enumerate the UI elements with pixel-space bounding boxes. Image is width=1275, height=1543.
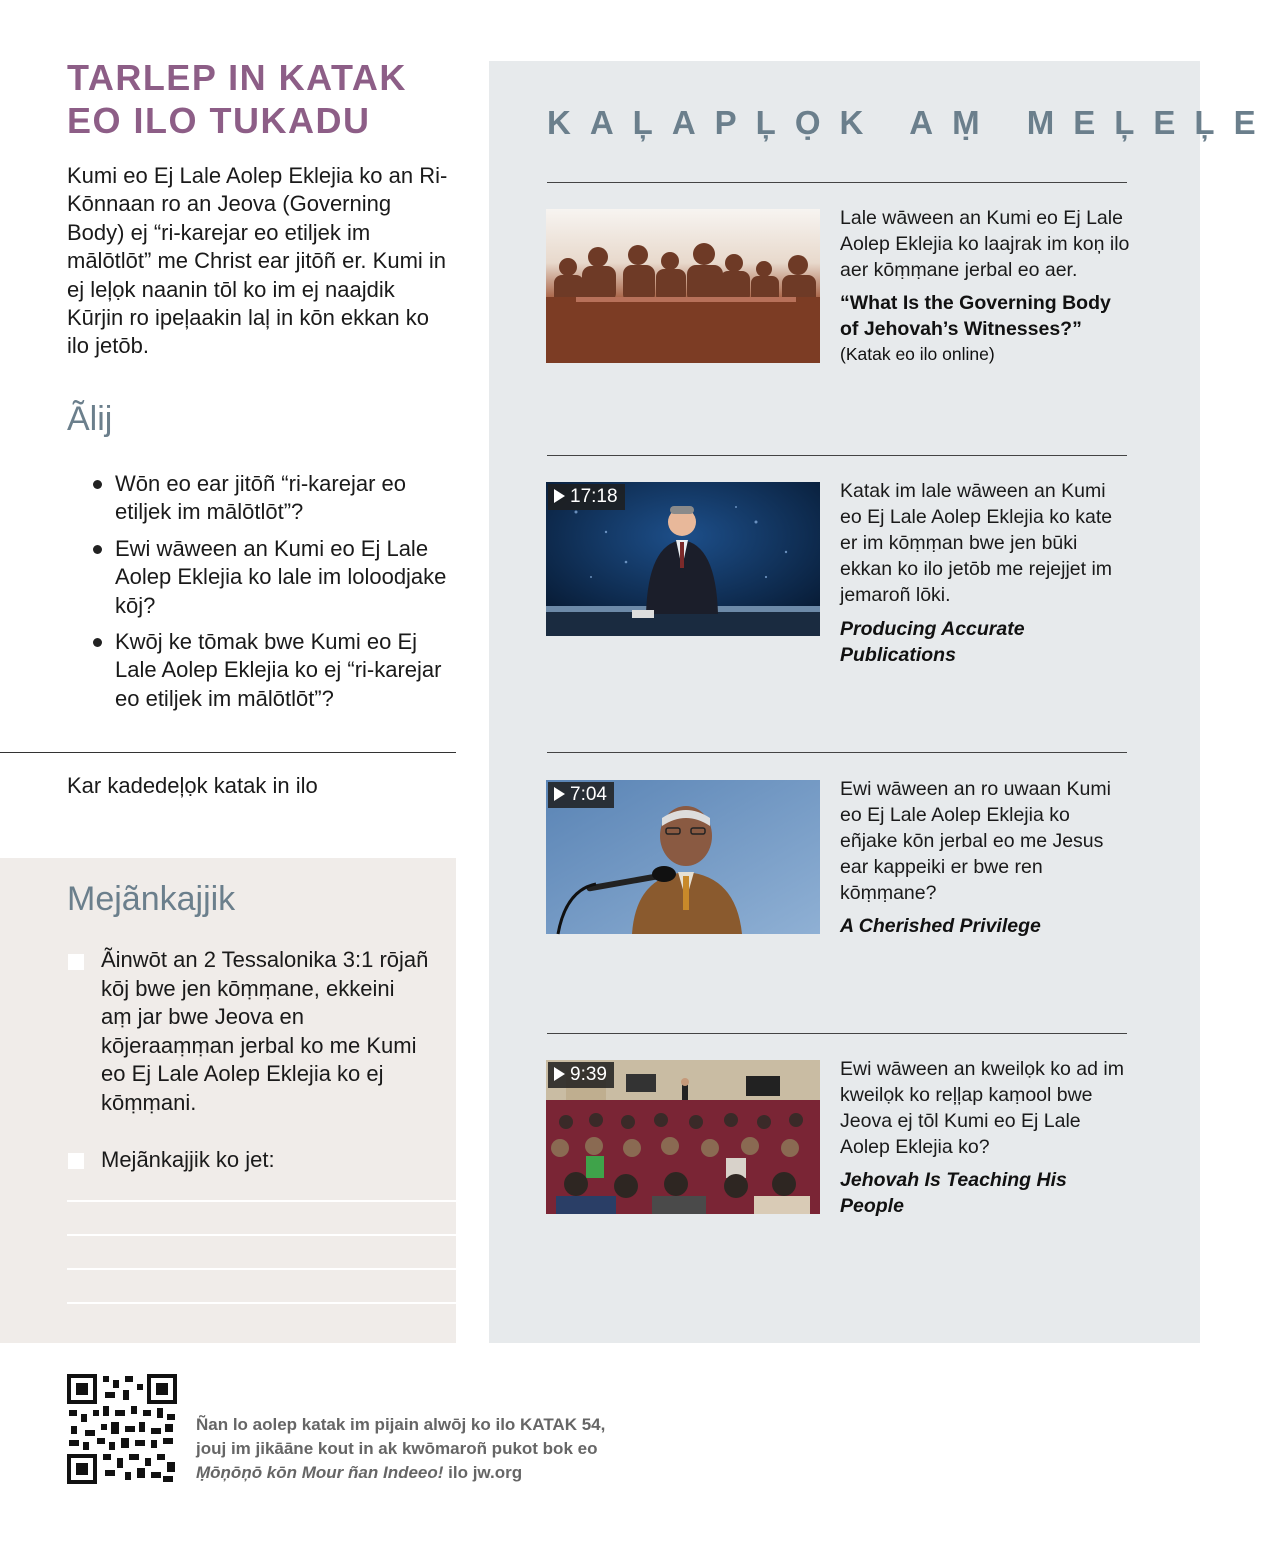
- video-title[interactable]: Jehovah Is Teaching His People: [840, 1169, 1067, 1217]
- bullet-icon: [93, 638, 102, 647]
- play-icon: [554, 489, 565, 503]
- list-item: Kwōj ke tōmak bwe Kumi eo Ej Lale Aolep Eklejia ko ej “ri-karejar eo etiljek im mālōtlōt”?: [92, 628, 452, 713]
- governing-body-image[interactable]: [546, 209, 820, 363]
- item-description: Lale wāween an Kumi eo Ej Lale Aolep Eklejia ko laajrak im koņ ilo aer kōṃṃane jerbal eo aer.: [840, 207, 1130, 281]
- divider: [547, 1033, 1127, 1034]
- video-duration: 17:18: [548, 484, 625, 510]
- question-list: [92, 470, 452, 721]
- writing-line[interactable]: [67, 1234, 456, 1236]
- alij-heading: Ãlij: [67, 400, 113, 438]
- page-title: [67, 56, 427, 142]
- writing-line[interactable]: [67, 1268, 456, 1270]
- goal-checkbox-1[interactable]: [68, 954, 84, 970]
- writing-line[interactable]: [67, 1200, 456, 1202]
- item-description: Ewi wāween an ro uwaan Kumi eo Ej Lale Aolep Eklejia ko eñjake kōn jerbal eo me Jesus ear kappeiki er bwe ren kōṃṃane?: [840, 778, 1111, 904]
- play-icon: [554, 787, 565, 801]
- intro-paragraph: Kumi eo Ej Lale Aolep Eklejia ko an Ri-Kōnnaan ro an Jeova (Governing Body) ej “ri-karejar eo etiljek im mālōtlōt” me Christ ear jitōñ er. Kumi in ej leļọk naanin tōl ko im ej naajdik Kūrjin ro ipeļaakin laļ in kōn ekkan ko ilo jetōb.: [67, 163, 448, 359]
- list-item: Ewi wāween an Kumi eo Ej Lale Aolep Eklejia ko lale im loloodjake kōj?: [92, 535, 452, 620]
- video-duration: 9:39: [548, 1062, 614, 1088]
- play-icon: [554, 1067, 565, 1081]
- bullet-icon: [93, 480, 102, 489]
- divider: [0, 752, 456, 753]
- title-line-1: TARLEP IN KATAK: [67, 57, 407, 98]
- panel-title: KAĻAPĻỌK AṂ MEĻEĻE: [547, 104, 1275, 141]
- footer-text: Ñan lo aolep katak im pijain alwōj ko ilo KATAK 54, jouj im jikāāne kout in ak kwōmaroñ pukot bok eo Ṃōņōņō kōn Mour ñan Indeeo! ilo jw.org: [196, 1415, 606, 1482]
- writing-line[interactable]: [67, 1302, 456, 1304]
- book-title: Ṃōņōņō kōn Mour ñan Indeeo!: [196, 1463, 444, 1482]
- bullet-icon: [93, 545, 102, 554]
- video-title[interactable]: Producing Accurate Publications: [840, 618, 1025, 666]
- article-source: (Katak eo ilo online): [840, 344, 995, 364]
- item-description: Ewi wāween an kweilọk ko ad im kweilọk ko reļļap kaṃool bwe Jeova ej tōl Kumi eo Ej Lale Aolep Eklejia ko?: [840, 1058, 1124, 1158]
- article-link[interactable]: “What Is the Governing Body of Jehovah’s Witnesses?”: [840, 292, 1111, 340]
- divider: [547, 752, 1127, 753]
- goal-checkbox-2[interactable]: [68, 1153, 84, 1169]
- video-duration: 7:04: [548, 782, 614, 808]
- item-description: Katak im lale wāween an Kumi eo Ej Lale Aolep Eklejia ko kate er im kōṃṃan bwe jen būki ekkan ko ilo jetōb me rejejjet im jemaroñ lōki.: [840, 480, 1113, 606]
- list-item: Wōn eo ear jitōñ “ri-karejar eo etiljek im mālōtlōt”?: [92, 470, 452, 527]
- video-thumbnail-3[interactable]: [546, 1060, 820, 1214]
- goal-text-2: Mejãnkajjik ko jet:: [101, 1147, 275, 1172]
- divider: [547, 182, 1127, 183]
- video-thumbnail-1[interactable]: [546, 482, 820, 636]
- qr-code-icon[interactable]: [67, 1374, 177, 1484]
- title-line-2: EO ILO TUKADU: [67, 100, 371, 141]
- video-thumbnail-2[interactable]: [546, 780, 820, 934]
- completed-date-label[interactable]: Kar kadedeļọk katak in ilo: [67, 773, 318, 798]
- divider: [547, 455, 1127, 456]
- goal-text-1: Ãinwōt an 2 Tessalonika 3:1 rōjañ kōj bwe jen kōṃṃane, ekkeini aṃ jar bwe Jeova en kōjeraaṃṃan jerbal ko me Kumi eo Ej Lale Aolep Eklejia ko ej kōṃṃani.: [101, 947, 429, 1115]
- video-title[interactable]: A Cherished Privilege: [840, 915, 1041, 937]
- mej-heading: Mejãnkajjik: [67, 880, 236, 918]
